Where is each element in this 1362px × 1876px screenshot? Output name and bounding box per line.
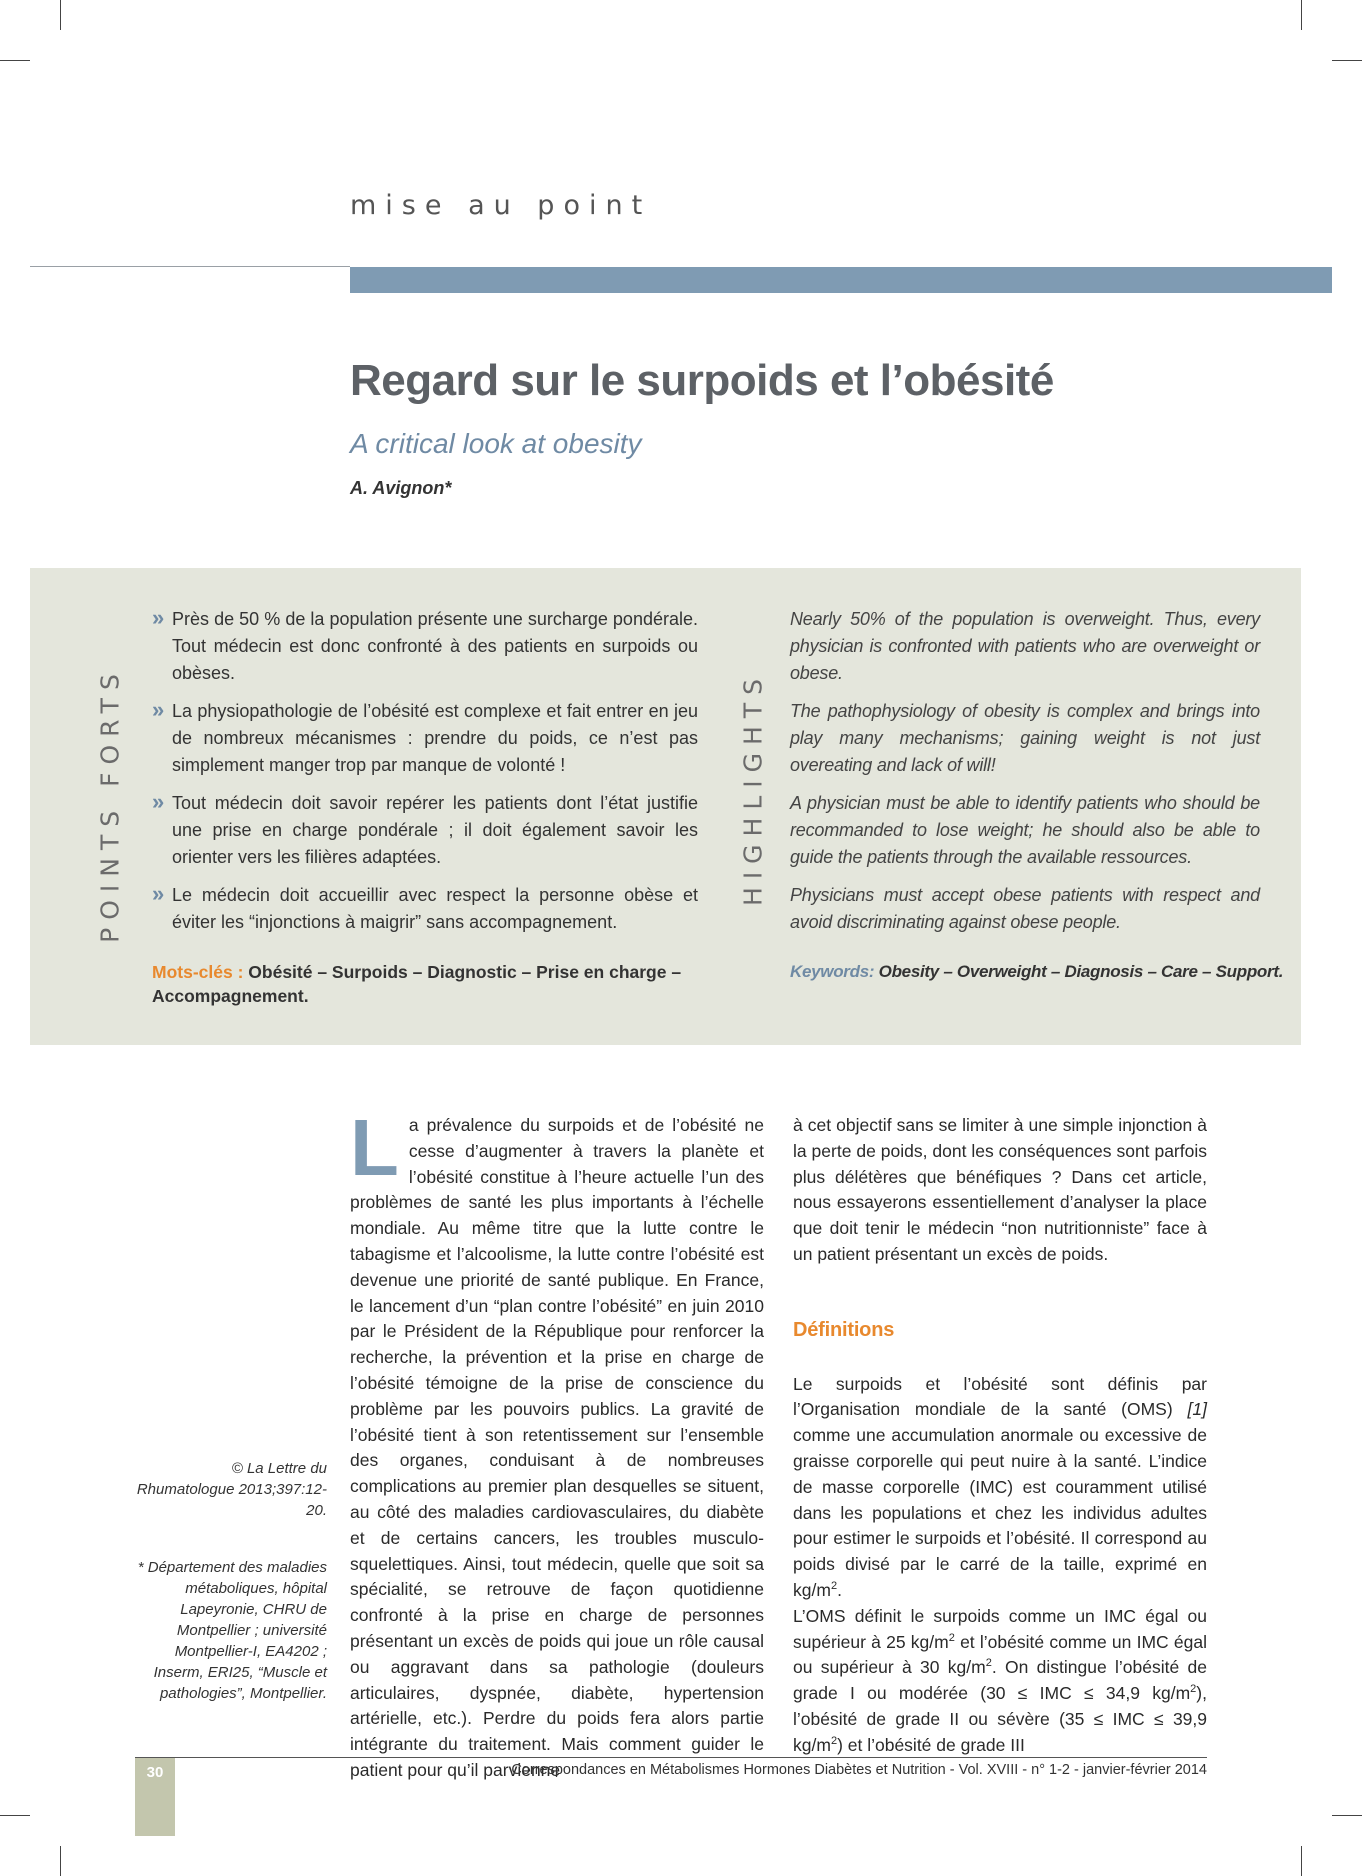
crop-mark bbox=[1301, 0, 1302, 30]
keywords-label: Mots-clés : bbox=[152, 962, 244, 982]
crop-mark bbox=[1301, 1846, 1302, 1876]
chevron-bullet-icon: » bbox=[152, 789, 165, 814]
list-item: » La physiopathologie de l’obésité est complexe et fait entrer en jeu de nombreux mécanismes : prendre du poids, ce n’est pas simplement manger trop par manque de volonté ! bbox=[152, 697, 698, 775]
chevron-bullet-icon: » bbox=[152, 697, 165, 722]
points-forts-label: POINTS FORTS bbox=[95, 666, 125, 943]
crop-mark bbox=[0, 60, 30, 61]
crop-mark bbox=[60, 0, 61, 30]
list-item: The pathophysiology of obesity is complex and brings into play many mechanisms; gaining weight is not just overeating and lack of will! bbox=[790, 701, 1260, 775]
crop-mark bbox=[1332, 1815, 1362, 1816]
journal-footer: Correspondances en Métabolismes Hormones Diabètes et Nutrition - Vol. XVIII - n° 1-2 - janvier-février 2014 bbox=[511, 1762, 1207, 1778]
section-label: mise au point bbox=[350, 190, 652, 221]
body-paragraph: Le surpoids et l’obésité sont définis par l’Organisation mondiale de la santé (OMS) [1] comme une accumulation anormale ou excessive de graisse corporelle qui peut nuire à la santé. L’indice de masse corporelle (IMC) est couramment utilisé dans les populations et chez les individus adultes pour estimer le surpoids et l’obésité. Il correspond au poids divisé par le carré de la taille, exprimé en $kg/m^2$. bbox=[793, 1373, 1207, 1600]
body-paragraph: L’OMS définit le surpoids comme un IMC égal ou supérieur à 25 $kg/m^2$ et l’obésité comme un IMC égal ou supérieur à 30 $kg/m^2$. On distingue l’obésité de grade I ou modérée (30 ≤ IMC ≤ 34,9 $kg/m^2$), l’obésité de grade II ou sévère (35 ≤ IMC ≤ 39,9 $kg/m^2$) et l’obésité de grade III bbox=[793, 1605, 1207, 1755]
chevron-bullet-icon: » bbox=[152, 605, 165, 630]
chevron-bullet-icon: » bbox=[152, 881, 165, 906]
list-item: » Tout médecin doit savoir repérer les patients dont l’état justifie une prise en charge pondérale ; il doit également savoir les orienter vers les filières adaptées. bbox=[152, 789, 698, 867]
drop-cap: L bbox=[350, 1103, 399, 1192]
header-rule bbox=[30, 266, 350, 267]
article-subtitle: A critical look at obesity bbox=[350, 428, 642, 459]
affiliation-note: * Département des maladies métaboliques, hôpital Lapeyronie, CHRU de Montpellier ; université Montpellier-I, EA4202 ; Inserm, ERI25, “Muscle et pathologies”, Montpellier. bbox=[137, 1559, 327, 1702]
list-item: » Le médecin doit accueillir avec respect la personne obèse et éviter les “injonctions à maigrir” sans accompagnement. bbox=[152, 881, 698, 932]
body-column-1 bbox=[350, 1103, 764, 1784]
keywords-text: Obésité – Surpoids – Diagnostic – Prise en charge – Accompagnement. bbox=[152, 962, 682, 1006]
article-author: A. Avignon* bbox=[350, 478, 452, 498]
body-paragraph: a prévalence du surpoids et de l’obésité ne cesse d’augmenter à travers la planète et l’obésité constitue à l’heure actuelle l’un des problèmes de santé les plus importants à l’échelle mondiale. Au même titre que la lutte contre le tabagisme et l’alcoolisme, la lutte contre l’obésité est devenue une priorité de santé publique. En France, le lancement d’un “plan contre l’obésité” en juin 2010 par le Président de la République pour renforcer la recherche, la prévention et la prise en charge de l’obésité témoigne de la prise de conscience du problème par les pouvoirs publics. La gravité de l’obésité tient à son retentissement sur l’ensemble des organes, conduisant à de nombreuses complications au premier plan desquelles se situent, au côté des maladies cardiovasculaires, du diabète et de certains cancers, les troubles musculo-squelettiques. Ainsi, tout médecin, quelle que soit sa spécialité, se retrouve de façon quotidienne confronté à la prise en charge de personnes présentant un excès de poids qui joue un rôle causal ou aggravant dans sa pathologie (douleurs articulaires, dyspnée, diabète, hypertension artérielle, etc.). Perdre du poids fera alors partie intégrante du traitement. Mais comment guider le patient pour qu’il parvienne bbox=[350, 1115, 764, 1780]
crop-mark bbox=[60, 1846, 61, 1876]
list-item: Nearly 50% of the population is overweight. Thus, every physician is confronted with patients who are overweight or obese. bbox=[790, 609, 1260, 683]
keywords-label: Keywords: bbox=[790, 962, 875, 981]
copyright-note: © La Lettre du Rhumatologue 2013;397:12-20. bbox=[136, 1460, 327, 1519]
highlights-list bbox=[790, 606, 1260, 947]
footer-rule bbox=[135, 1757, 1207, 1758]
list-item: Physicians must accept obese patients with respect and avoid discriminating against obese people. bbox=[790, 885, 1260, 932]
section-heading: Définitions bbox=[793, 1318, 895, 1341]
reference-link[interactable]: [1] bbox=[1187, 1399, 1207, 1420]
list-item: » Près de 50 % de la population présente une surcharge pondérale. Tout médecin est donc confronté à des patients en surpoids ou obèses. bbox=[152, 605, 698, 683]
keywords-fr bbox=[152, 960, 712, 1008]
header-band bbox=[350, 267, 1332, 293]
crop-mark bbox=[0, 1815, 30, 1816]
page-number: 30 bbox=[146, 1764, 164, 1781]
list-item: A physician must be able to identify patients who should be recommanded to lose weight; he should also be able to guide the patients through the available ressources. bbox=[790, 793, 1260, 867]
article-title: Regard sur le surpoids et l’obésité bbox=[350, 356, 1054, 405]
body-paragraph: à cet objectif sans se limiter à une simple injonction à la perte de poids, dont les conséquences sont parfois plus délétères que bénéfiques ? Dans cet article, nous essayerons essentiellement d’analyser la place que doit tenir le médecin “non nutritionniste” face à un patient présentant un excès de poids. bbox=[793, 1115, 1207, 1264]
crop-mark bbox=[1332, 60, 1362, 61]
keywords-text: Obesity – Overweight – Diagnosis – Care – Support. bbox=[878, 962, 1284, 981]
highlights-label: HIGHLIGHTS bbox=[738, 671, 768, 906]
points-forts-list bbox=[152, 606, 698, 947]
body-column-2 bbox=[793, 1113, 1207, 1759]
keywords-en bbox=[790, 960, 1290, 984]
